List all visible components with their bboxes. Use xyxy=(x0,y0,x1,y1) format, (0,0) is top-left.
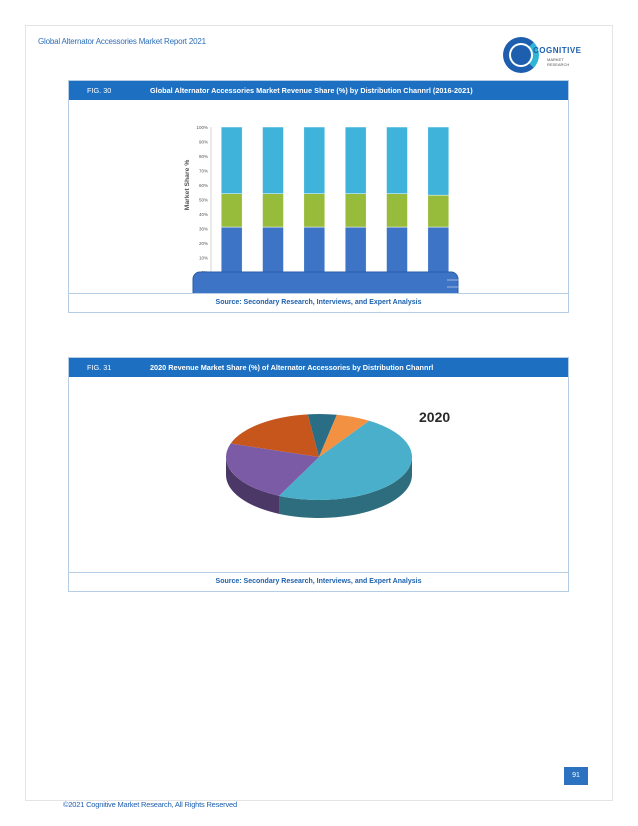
y-tick-label: 60% xyxy=(198,182,208,188)
bar-segment xyxy=(387,194,408,227)
bar-segment xyxy=(345,127,366,194)
bar-segment xyxy=(221,127,242,194)
bar-segment xyxy=(263,194,284,227)
figure-body xyxy=(69,100,568,294)
chart-table-overlay xyxy=(193,272,458,293)
bar-segment xyxy=(428,227,449,272)
figure-caption: Global Alternator Accessories Market Revenue Share (%) by Distribution Channrl (2016-2021) xyxy=(150,86,473,95)
figure-number: FIG. 31 xyxy=(87,363,112,372)
bar-segment xyxy=(304,127,325,194)
bar-segment xyxy=(387,127,408,194)
y-tick-label: 70% xyxy=(198,168,208,174)
y-tick-label: 30% xyxy=(198,226,208,232)
figure-source: Source: Secondary Research, Interviews, and Expert Analysis xyxy=(215,578,422,585)
figure-source: Source: Secondary Research, Interviews, and Expert Analysis xyxy=(215,299,422,306)
report-title: Global Alternator Accessories Market Report 2021 xyxy=(38,37,206,46)
stacked-bar-chart xyxy=(69,100,568,293)
company-logo xyxy=(503,37,583,77)
page-number: 91 xyxy=(564,767,588,785)
figure-body xyxy=(69,377,568,573)
bar-segment xyxy=(304,227,325,272)
bar-segment xyxy=(263,127,284,194)
y-tick-label: 100% xyxy=(196,124,208,130)
bar-segment xyxy=(304,194,325,227)
y-tick-label: 80% xyxy=(198,153,208,159)
figure-header xyxy=(69,358,568,377)
figure-footer xyxy=(69,294,568,312)
bar-segment xyxy=(221,194,242,227)
figure-header xyxy=(69,81,568,100)
bar-segment xyxy=(263,227,284,272)
figure-number: FIG. 30 xyxy=(87,86,112,95)
y-tick-label: 90% xyxy=(198,139,208,145)
logo-center-icon xyxy=(511,45,531,65)
y-axis-title: Market Share % xyxy=(184,159,191,211)
pie-chart-title: 2020 xyxy=(419,409,451,425)
figure-caption: 2020 Revenue Market Share (%) of Alternator Accessories by Distribution Channrl xyxy=(150,363,434,372)
copyright-notice: ©2021 Cognitive Market Research, All Rights Reserved xyxy=(63,800,237,809)
logo-line-1: MARKET xyxy=(547,57,564,62)
bar-segment xyxy=(221,227,242,272)
pie-chart xyxy=(69,377,568,572)
bar-segment xyxy=(428,195,449,227)
bar-segment xyxy=(345,227,366,272)
figure-30 xyxy=(68,80,569,313)
y-tick-label: 40% xyxy=(198,211,208,217)
logo-brand: COGNITIVE xyxy=(533,46,582,55)
bar-segment xyxy=(428,127,449,195)
bar-segment xyxy=(345,194,366,227)
y-tick-label: 50% xyxy=(198,197,208,203)
figure-footer xyxy=(69,573,568,591)
figure-31 xyxy=(68,357,569,592)
logo-line-2: RESEARCH xyxy=(547,62,570,67)
y-tick-label: 10% xyxy=(198,255,208,261)
y-tick-label: 20% xyxy=(198,240,208,246)
bar-segment xyxy=(387,227,408,272)
